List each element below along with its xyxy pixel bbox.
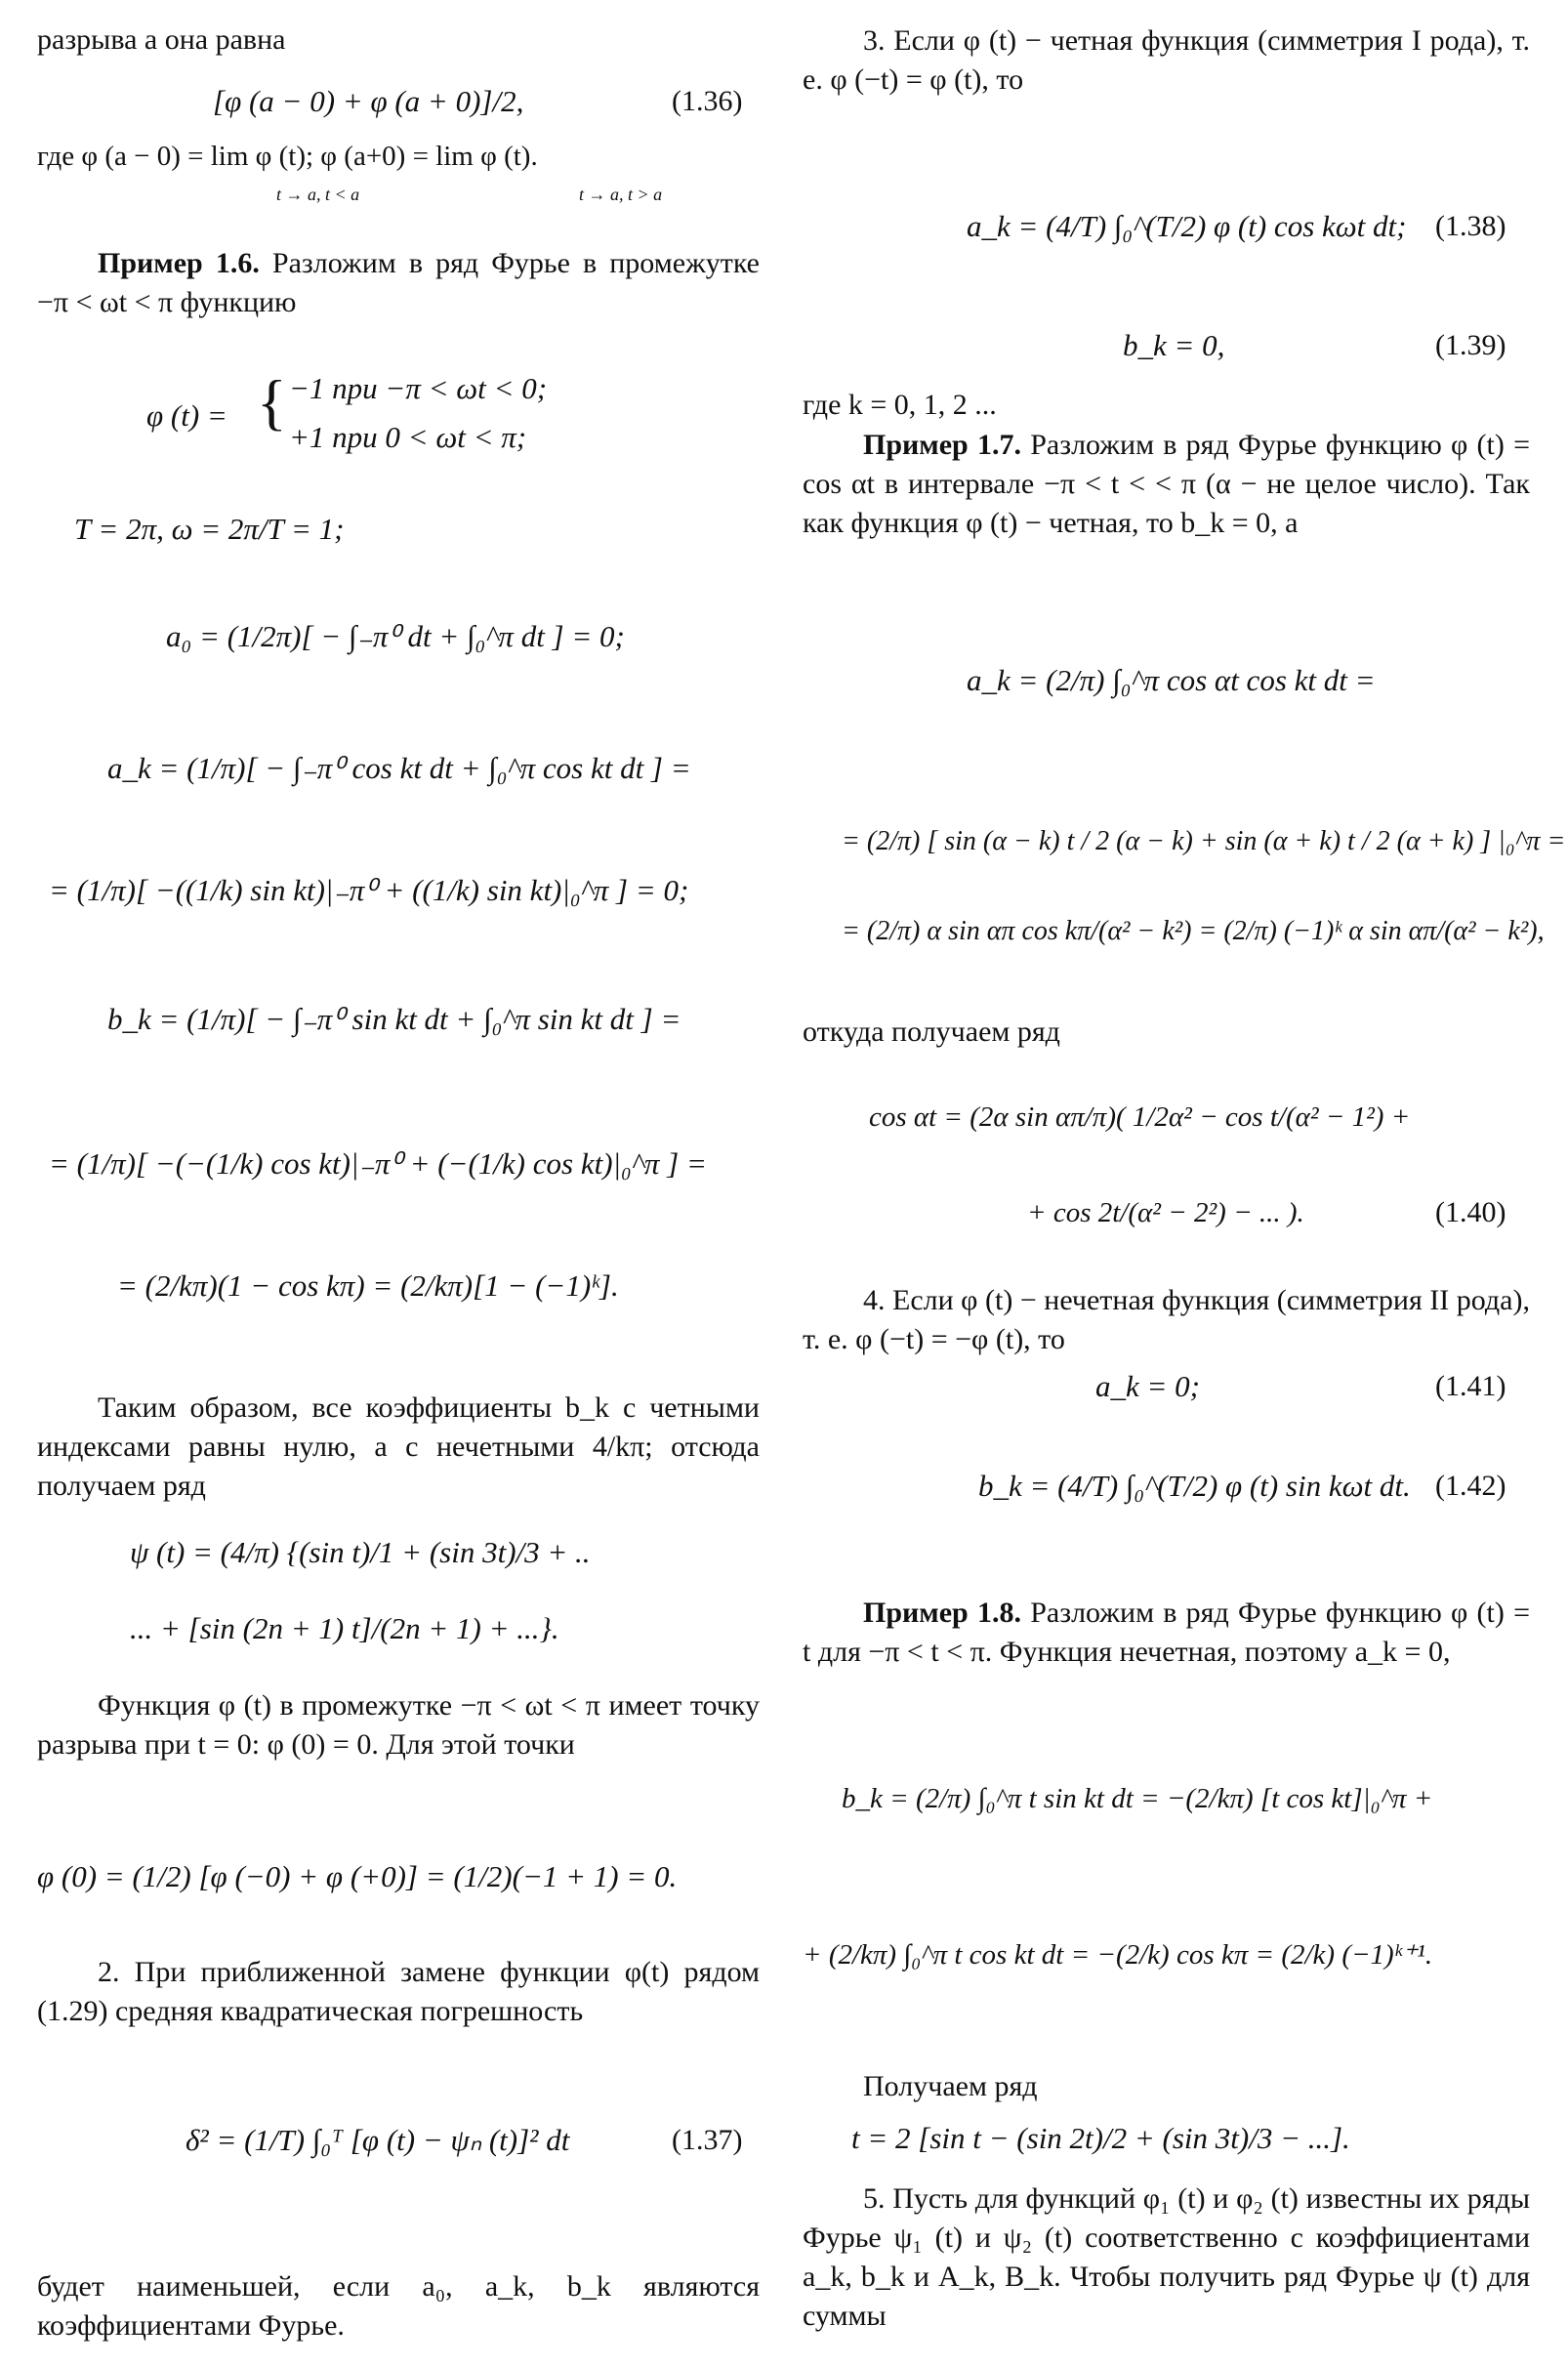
- equation-number: (1.42): [1435, 1470, 1506, 1502]
- equation-phi-0: φ (0) = (1/2) [φ (−0) + φ (+0)] = (1/2)(−1 + 1) = 0.: [37, 1859, 678, 1893]
- equation-number: (1.41): [1435, 1370, 1506, 1402]
- example-1-8-paragraph: [803, 1594, 1530, 1672]
- item-3-paragraph: 3. Если φ (t) − четная функция (симметрия I рода), т. е. φ (−t) = φ (t), то: [803, 24, 1530, 96]
- equation-ak-2: = (1/π)[ −((1/k) sin kt)|₋π⁰ + ((1/k) sin kt)|₀^π ] = 0;: [49, 873, 689, 907]
- equation-1-37: δ² = (1/T) ∫₀ᵀ [φ (t) − ψₙ (t)]² dt: [186, 2123, 570, 2157]
- equation-bk-t-1: b_k = (2/π) ∫₀^π t sin kt dt = −(2/kπ) [t cos kt]|₀^π +: [842, 1783, 1433, 1814]
- piecewise-case-1: −1 при −π < ωt < 0;: [289, 371, 548, 405]
- piecewise-lhs: φ (t) =: [146, 398, 227, 433]
- brace-icon: {: [257, 367, 287, 436]
- equation-bk-2: = (1/π)[ −(−(1/k) cos kt)|₋π⁰ + (−(1/k) cos kt)|₀^π ] =: [49, 1146, 707, 1181]
- equation-ak-cos: a_k = (2/π) ∫₀^π cos αt cos kt dt =: [967, 663, 1376, 697]
- where-k-line: где k = 0, 1, 2 ...: [803, 389, 997, 421]
- limits-line: где φ (a − 0) = lim φ (t); φ (a+0) = lim φ (t).: [37, 141, 538, 172]
- paragraph-coefficients: Таким образом, все коэффициенты b_k с четными индексами равны нулю, а с нечетными 4/kπ; отсюда получаем ряд: [37, 1391, 760, 1502]
- text-line: Получаем ряд: [863, 2070, 1038, 2102]
- piecewise-case-2: +1 при 0 < ωt < π;: [289, 420, 527, 454]
- example-title: Пример 1.8.: [863, 1597, 1021, 1629]
- equation-1-40-line-2: + cos 2t/(α² − 2²) − ... ).: [1027, 1197, 1304, 1228]
- equation-1-39: b_k = 0,: [1123, 328, 1225, 362]
- series-psi-line-2: ... + [sin (2n + 1) t]/(2n + 1) + ...}.: [130, 1611, 559, 1645]
- paragraph-discontinuity: Функция φ (t) в промежутке −π < ωt < π имеет точку разрыва при t = 0: φ (0) = 0. Для этой точки: [37, 1689, 760, 1761]
- example-title: Пример 1.6.: [98, 247, 260, 279]
- equation-bk-3: = (2/kπ)(1 − cos kπ) = (2/kπ)[1 − (−1)ᵏ].: [117, 1268, 619, 1303]
- equation-number: (1.38): [1435, 210, 1506, 242]
- series-psi-line-1: ψ (t) = (4/π) {(sin t)/1 + (sin 3t)/3 + ..: [130, 1535, 591, 1569]
- example-text: Разложим в ряд Фурье функцию φ (t) = t для −π < t < π. Функция нечетная, поэтому a_k = 0,: [803, 1597, 1530, 1668]
- equation-number: (1.40): [1435, 1196, 1506, 1228]
- paragraph-minimum: будет наименьшей, если a₀, a_k, b_k являются коэффициентами Фурье.: [37, 2270, 760, 2342]
- item-4-paragraph: 4. Если φ (t) − нечетная функция (симметрия II рода), т. е. φ (−t) = −φ (t), то: [803, 1284, 1530, 1355]
- limit-subscript-left: t → a, t < a: [276, 185, 360, 204]
- example-title: Пример 1.7.: [863, 429, 1021, 461]
- text-line: откуда получаем ряд: [803, 1016, 1060, 1048]
- series-t: t = 2 [sin t − (sin 2t)/2 + (sin 3t)/3 − ...].: [851, 2121, 1350, 2155]
- equation-1-41: a_k = 0;: [1095, 1369, 1201, 1403]
- item-5-paragraph: 5. Пусть для функций φ₁ (t) и φ₂ (t) известны их ряды Фурье ψ₁ (t) и ψ₂ (t) соответственно с коэффициентами a_k, b_k и A_k, B_k. Чтобы получить ряд Фурье ψ (t) для суммы: [803, 2182, 1530, 2332]
- example-text: Разложим в ряд Фурье в промежутке −π < ωt < π функцию: [37, 247, 760, 318]
- equation-1-40-line-1: cos αt = (2α sin απ/π)( 1/2α² − cos t/(α² − 1²) +: [869, 1101, 1411, 1133]
- equation-1-36: [φ (a − 0) + φ (a + 0)]/2,: [213, 84, 524, 118]
- paragraph-approximation: 2. При приближенной замене функции φ(t) рядом (1.29) средняя квадратическая погрешность: [37, 1956, 760, 2027]
- equation-1-42: b_k = (4/T) ∫₀^(T/2) φ (t) sin kωt dt.: [978, 1469, 1411, 1503]
- example-1-6-paragraph: [37, 244, 760, 322]
- equation-ak-cos-2: = (2/π) [ sin (α − k) t / 2 (α − k) + sin (α + k) t / 2 (α + k) ] |₀^π =: [842, 826, 1566, 856]
- limit-subscript-right: t → a, t > a: [579, 185, 663, 204]
- equation-ak-cos-3: = (2/π) α sin απ cos kπ/(α² − k²) = (2/π) (−1)ᵏ α sin απ/(α² − k²),: [842, 916, 1545, 946]
- equation-bk-1: b_k = (1/π)[ − ∫₋π⁰ sin kt dt + ∫₀^π sin kt dt ] =: [107, 1002, 681, 1036]
- equation-number: (1.36): [672, 85, 743, 117]
- equation-bk-t-2: + (2/kπ) ∫₀^π t cos kt dt = −(2/k) cos kπ = (2/k) (−1)ᵏ⁺¹.: [803, 1939, 1433, 1971]
- equation-ak-1: a_k = (1/π)[ − ∫₋π⁰ cos kt dt + ∫₀^π cos kt dt ] =: [107, 751, 691, 785]
- equation-1-38: a_k = (4/T) ∫₀^(T/2) φ (t) cos kωt dt;: [967, 209, 1407, 243]
- example-text: Разложим в ряд Фурье функцию φ (t) = cos αt в интервале −π < t < < π (α − не целое число). Так как функция φ (t) − четная, то b_k = 0, а: [803, 429, 1530, 539]
- text-line: разрыва a она равна: [37, 23, 286, 56]
- equation-a0: a₀ = (1/2π)[ − ∫₋π⁰ dt + ∫₀^π dt ] = 0;: [166, 619, 625, 653]
- equation-number: (1.39): [1435, 329, 1506, 361]
- equation-number: (1.37): [672, 2124, 743, 2156]
- period-definition: T = 2π, ω = 2π/T = 1;: [74, 512, 345, 546]
- example-1-7-paragraph: [803, 426, 1530, 543]
